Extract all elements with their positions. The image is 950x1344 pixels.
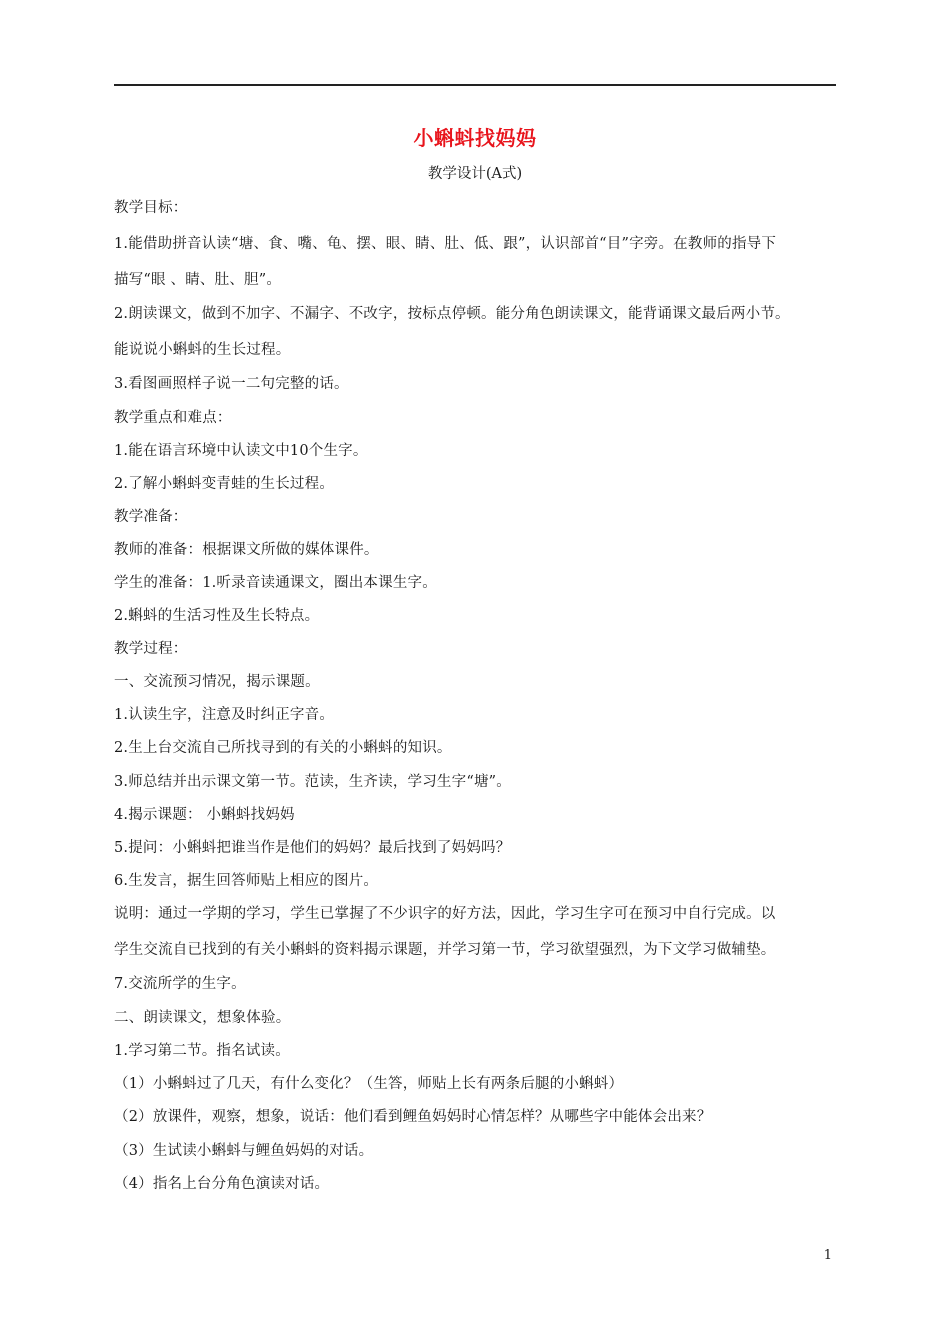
body-line: 1.能在语言环境中认读文中10个生字。 — [114, 443, 368, 459]
body-line: 一、交流预习情况，揭示课题。 — [114, 674, 320, 690]
body-line: 3.师总结并出示课文第一节。范读，生齐读，学习生字“塘”。 — [114, 774, 511, 790]
body-line: 1.能借助拼音认读“塘、食、嘴、龟、摆、眼、睛、肚、低、跟”，认识部首“目”字旁。在教师的指导下 — [114, 236, 777, 252]
body-line: （4）指名上台分角色演读对话。 — [114, 1176, 330, 1192]
body-line: 描写“眼 、睛、肚、胆”。 — [114, 272, 282, 288]
body-line: 教师的准备：根据课文所做的媒体课件。 — [114, 542, 379, 558]
body-line: 3.看图画照样子说一二句完整的话。 — [114, 376, 349, 392]
header-rule — [114, 84, 836, 86]
body-line: 2.生上台交流自己所找寻到的有关的小蝌蚪的知识。 — [114, 740, 452, 756]
body-line: （1）小蝌蚪过了几天，有什么变化？（生答，师贴上长有两条后腿的小蝌蚪） — [114, 1076, 624, 1092]
body-line: 能说说小蝌蚪的生长过程。 — [114, 342, 291, 358]
body-line: 6.生发言，据生回答师贴上相应的图片。 — [114, 873, 379, 889]
body-line: 1.学习第二节。指名试读。 — [114, 1043, 290, 1059]
body-line: 二、朗读课文，想象体验。 — [114, 1010, 291, 1026]
body-line: 教学准备： — [114, 509, 188, 525]
body-line: 学生的准备：1.听录音读通课文，圈出本课生字。 — [114, 575, 437, 591]
body-line: 5.提问：小蝌蚪把谁当作是他们的妈妈？最后找到了妈妈吗？ — [114, 840, 511, 856]
body-line: （3）生试读小蝌蚪与鲤鱼妈妈的对话。 — [114, 1143, 374, 1159]
page-number: 1 — [823, 1248, 832, 1263]
body-line: 2.朗读课文，做到不加字、不漏字、不改字，按标点停顿。能分角色朗读课文，能背诵课文最后两小节。 — [114, 306, 790, 322]
body-line: 2.了解小蝌蚪变青蛙的生长过程。 — [114, 476, 335, 492]
body-line: 教学目标： — [114, 200, 188, 216]
body-line: 7.交流所学的生字。 — [114, 976, 246, 992]
body-line: 1.认读生字，注意及时纠正字音。 — [114, 707, 335, 723]
body-line: 说明：通过一学期的学习，学生已掌握了不少识字的好方法，因此，学习生字可在预习中自行完成。以 — [114, 906, 776, 922]
body-line: 教学过程： — [114, 641, 188, 657]
body-line: 教学重点和难点： — [114, 410, 232, 426]
document-title: 小蝌蚪找妈妈 — [413, 126, 537, 150]
document-subtitle: 教学设计(A式) — [427, 166, 523, 182]
body-line: 学生交流自已找到的有关小蝌蚪的资料揭示课题，并学习第一节，学习欲望强烈，为下文学习做辅垫。 — [114, 942, 776, 958]
body-line: 4.揭示课题： 小蝌蚪找妈妈 — [114, 807, 295, 823]
body-line: 2.蝌蚪的生活习性及生长特点。 — [114, 608, 320, 624]
body-line: （2）放课件，观察，想象，说话：他们看到鲤鱼妈妈时心情怎样？从哪些字中能体会出来？ — [114, 1109, 712, 1125]
